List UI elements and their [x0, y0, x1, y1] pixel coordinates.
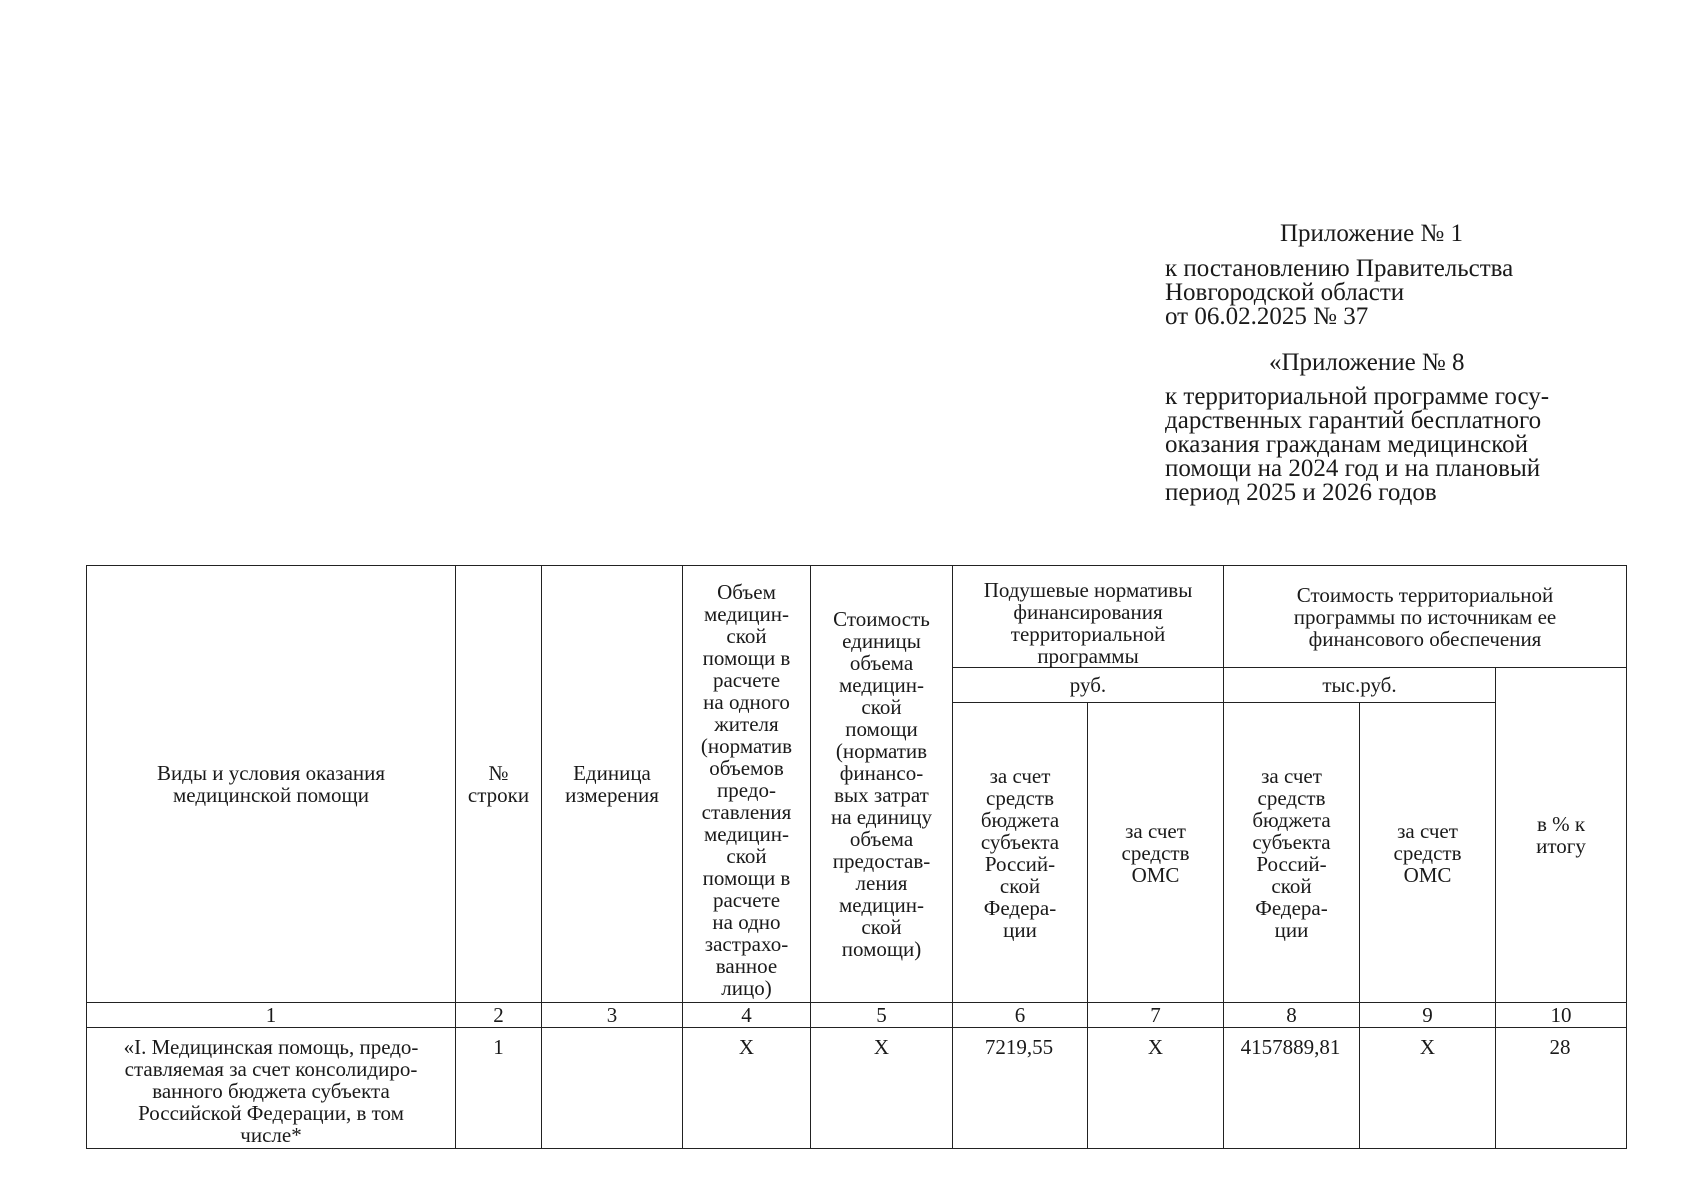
financing-table	[86, 565, 1627, 1149]
resolution-line: к постановлению Правительства	[1165, 255, 1514, 282]
header-unit-rub: руб.	[953, 668, 1224, 703]
resolution-line: от 06.02.2025 № 37	[1165, 303, 1369, 330]
row-percent: 28	[1496, 1028, 1627, 1149]
row-service-name: «I. Медицинская помощь, предо- ставляемая за счет консолидиро- ванного бюджета субъекта Российской Федерации, в том числе*	[87, 1028, 456, 1149]
header-service-type: Виды и условия оказания медицинской помощи	[87, 566, 456, 1003]
header-volume: Объем медицин- ской помощи в расчете на одного жителя (норматив объемов предо- ставления медицин- ской помощи в расчете на одно застрахо- ванное лицо)	[683, 566, 811, 1003]
column-number: 2	[456, 1003, 542, 1028]
appendix-8-title: «Приложение № 8	[1269, 349, 1465, 376]
program-line: период 2025 и 2026 годов	[1165, 479, 1437, 506]
row-norm-budget: 7219,55	[953, 1028, 1088, 1149]
header-norm-budget: за счет средств бюджета субъекта Россий- ской Федера- ции	[953, 703, 1088, 1003]
table-row	[87, 1028, 1627, 1149]
row-volume: X	[683, 1028, 811, 1149]
header-row-1	[87, 566, 1627, 668]
program-reference	[1165, 385, 1625, 505]
header-row-number: № строки	[456, 566, 542, 1003]
resolution-line: Новгородской области	[1165, 279, 1405, 306]
header-program-cost: Стоимость территориальной программы по источникам ее финансового обеспечения	[1224, 566, 1627, 668]
header-percent: в % к итогу	[1496, 668, 1627, 1003]
column-number: 9	[1360, 1003, 1496, 1028]
program-line: дарственных гарантий бесплатного	[1165, 407, 1542, 434]
program-line: оказания гражданам медицинской	[1165, 431, 1529, 458]
column-number: 7	[1088, 1003, 1224, 1028]
column-number: 5	[811, 1003, 953, 1028]
column-number: 1	[87, 1003, 456, 1028]
header-cost-oms: за счет средств ОМС	[1360, 703, 1496, 1003]
header-norm-oms: за счет средств ОМС	[1088, 703, 1224, 1003]
row-unit	[542, 1028, 683, 1149]
row-cost-oms: X	[1360, 1028, 1496, 1149]
row-number: 1	[456, 1028, 542, 1149]
column-number: 10	[1496, 1003, 1627, 1028]
row-norm-oms: X	[1088, 1028, 1224, 1149]
header-per-capita-norms: Подушевые нормативы финансирования территориальной программы	[953, 566, 1224, 668]
column-number-row	[87, 1003, 1627, 1028]
resolution-reference	[1165, 257, 1625, 329]
column-number: 3	[542, 1003, 683, 1028]
header-unit-thousand-rub: тыс.руб.	[1224, 668, 1496, 703]
column-number: 6	[953, 1003, 1088, 1028]
program-line: помощи на 2024 год и на плановый	[1165, 455, 1541, 482]
program-line: к территориальной программе госу-	[1165, 383, 1550, 410]
column-number: 4	[683, 1003, 811, 1028]
appendix-1-title: Приложение № 1	[1280, 220, 1464, 247]
document-header	[1165, 222, 1625, 527]
header-unit-cost: Стоимость единицы объема медицин- ской помощи (норматив финансо- вых затрат на единицу объема предостав- ления медицин- ской помощи)	[811, 566, 953, 1003]
row-cost-budget: 4157889,81	[1224, 1028, 1360, 1149]
column-number: 8	[1224, 1003, 1360, 1028]
row-unit-cost: X	[811, 1028, 953, 1149]
header-cost-budget: за счет средств бюджета субъекта Россий- ской Федера- ции	[1224, 703, 1360, 1003]
header-unit: Единица измерения	[542, 566, 683, 1003]
